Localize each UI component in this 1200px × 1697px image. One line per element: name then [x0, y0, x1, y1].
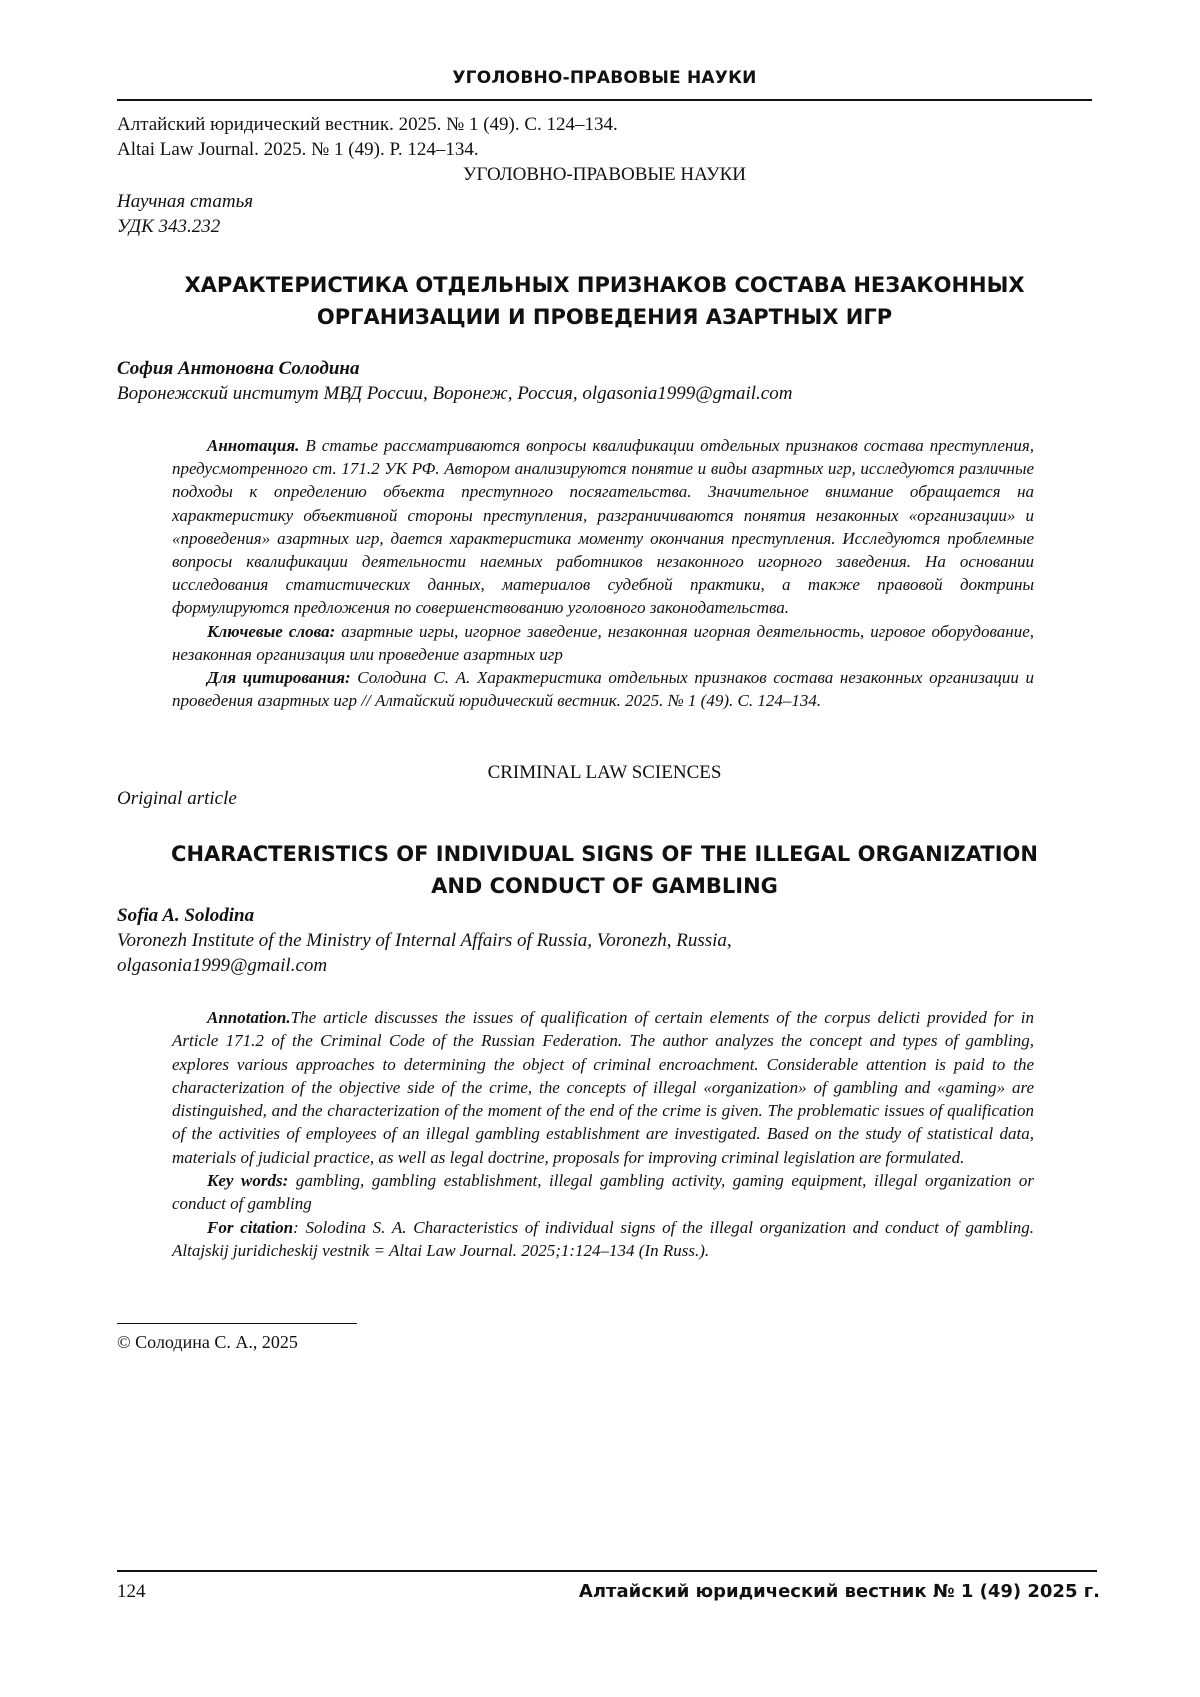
article-title-ru-line1: ХАРАКТЕРИСТИКА ОТДЕЛЬНЫХ ПРИЗНАКОВ СОСТАВА НЕЗАКОННЫХ [184, 273, 1025, 297]
article-title-en [117, 838, 1092, 902]
article-title-en-line2: AND CONDUCT OF GAMBLING [431, 874, 778, 898]
article-title-ru-line2: ОРГАНИЗАЦИИ И ПРОВЕДЕНИЯ АЗАРТНЫХ ИГР [316, 305, 893, 329]
citation-text-ru: Солодина С. А. Характеристика отдельных признаков состава незаконных организации и проведения азартных игр // Алтайский юридический вестник. 2025. № 1 (49). С. 124–134. [172, 668, 1034, 711]
author-ru: София Антоновна Солодина [117, 358, 360, 379]
footer-rule [117, 1570, 1097, 1572]
footnote-rule [117, 1323, 357, 1324]
citation-line-ru: Алтайский юридический вестник. 2025. № 1 (49). С. 124–134. [117, 114, 618, 135]
udc-code: УДК 343.232 [117, 216, 221, 237]
footer-journal-title: Алтайский юридический вестник № 1 (49) 2025 г. [578, 1581, 1100, 1602]
abstract-text-en: The article discusses the issues of qualification of certain elements of the corpus delicti provided for in Article 171.2 of the Criminal Code of the Russian Federation. The author analyzes the concept and types of gambling, explores various approaches to determining the object of criminal encroachment. Considerable attention is paid to the characterization of the objective side of the crime, the concepts of illegal «organization» of gambling and «gaming» are distinguished, and the characterization of the moment of the end of the crime is given. The problematic issues of qualification of the activities of employees of an illegal gambling establishment are investigated. Based on the study of statistical data, materials of judicial practice, as well as legal doctrine, proposals for improving criminal legislation are formulated. [172, 1008, 1034, 1167]
abstract-label-ru: Аннотация. [207, 436, 300, 455]
affiliation-en-line2: olgasonia1999@gmail.com [117, 955, 328, 976]
copyright-footnote: © Солодина С. А., 2025 [117, 1332, 298, 1352]
abstract-label-en: Annotation. [207, 1008, 291, 1027]
article-title-en-line1: CHARACTERISTICS OF INDIVIDUAL SIGNS OF THE ILLEGAL ORGANIZATION [171, 842, 1038, 866]
article-title-ru [117, 269, 1092, 333]
keywords-label-ru: Ключевые слова: [207, 621, 336, 641]
keywords-text-en: gambling, gambling establishment, illegal gambling activity, gaming equipment, illegal organization or conduct of gambling [172, 1171, 1034, 1214]
keywords-label-en: Key words: [207, 1171, 289, 1191]
citation-label-en: For citation [207, 1217, 294, 1237]
keywords-text-ru: азартные игры, игорное заведение, незаконная игорная деятельность, игровое оборудование, незаконная организация или проведение азартных игр [172, 621, 1034, 664]
page-number: 124 [117, 1581, 146, 1602]
article-type-ru: Научная статья [117, 191, 254, 212]
section-label-ru: УГОЛОВНО-ПРАВОВЫЕ НАУКИ [463, 164, 746, 185]
header-rule [117, 99, 1092, 101]
affiliation-en-line1: Voronezh Institute of the Ministry of Internal Affairs of Russia, Voronezh, Russia, [117, 930, 732, 951]
abstract-text-ru: В статье рассматриваются вопросы квалификации отдельных признаков состава преступления, предусмотренного ст. 171.2 УК РФ. Автором анализируются понятие и виды азартных игр, исследуются различные подходы к определению объекта преступного посягательства. Значительное внимание обращается на характеристику объективной стороны преступления, разграничиваются понятия незаконных «организации» и «проведения» азартных игр, дается характеристика моменту окончания преступления. Исследуются проблемные вопросы квалификации деятельности наемных работников незаконного игорного заведения. На основании исследования статистических данных, материалов судебной практики, а также правовой доктрины формулируются предложения по совершенствованию уголовного законодательства. [172, 436, 1034, 618]
running-header: УГОЛОВНО-ПРАВОВЫЕ НАУКИ [452, 68, 757, 88]
section-label-en: CRIMINAL LAW SCIENCES [487, 762, 722, 783]
citation-text-en: : Solodina S. A. Characteristics of individual signs of the illegal organization and conduct of gambling. Altajskij juridicheskij vestnik = Altai Law Journal. 2025;1:124–134 (In Russ.). [172, 1217, 1034, 1260]
citation-label-ru: Для цитирования: [207, 668, 351, 688]
citation-line-en: Altai Law Journal. 2025. № 1 (49). P. 124–134. [117, 139, 479, 160]
abstract-ru [172, 434, 1034, 712]
affiliation-ru: Воронежский институт МВД России, Воронеж, Россия, olgasonia1999@gmail.com [117, 383, 793, 404]
author-en: Sofia A. Solodina [117, 905, 255, 926]
article-type-en: Original article [117, 788, 237, 809]
abstract-en [172, 1006, 1034, 1262]
